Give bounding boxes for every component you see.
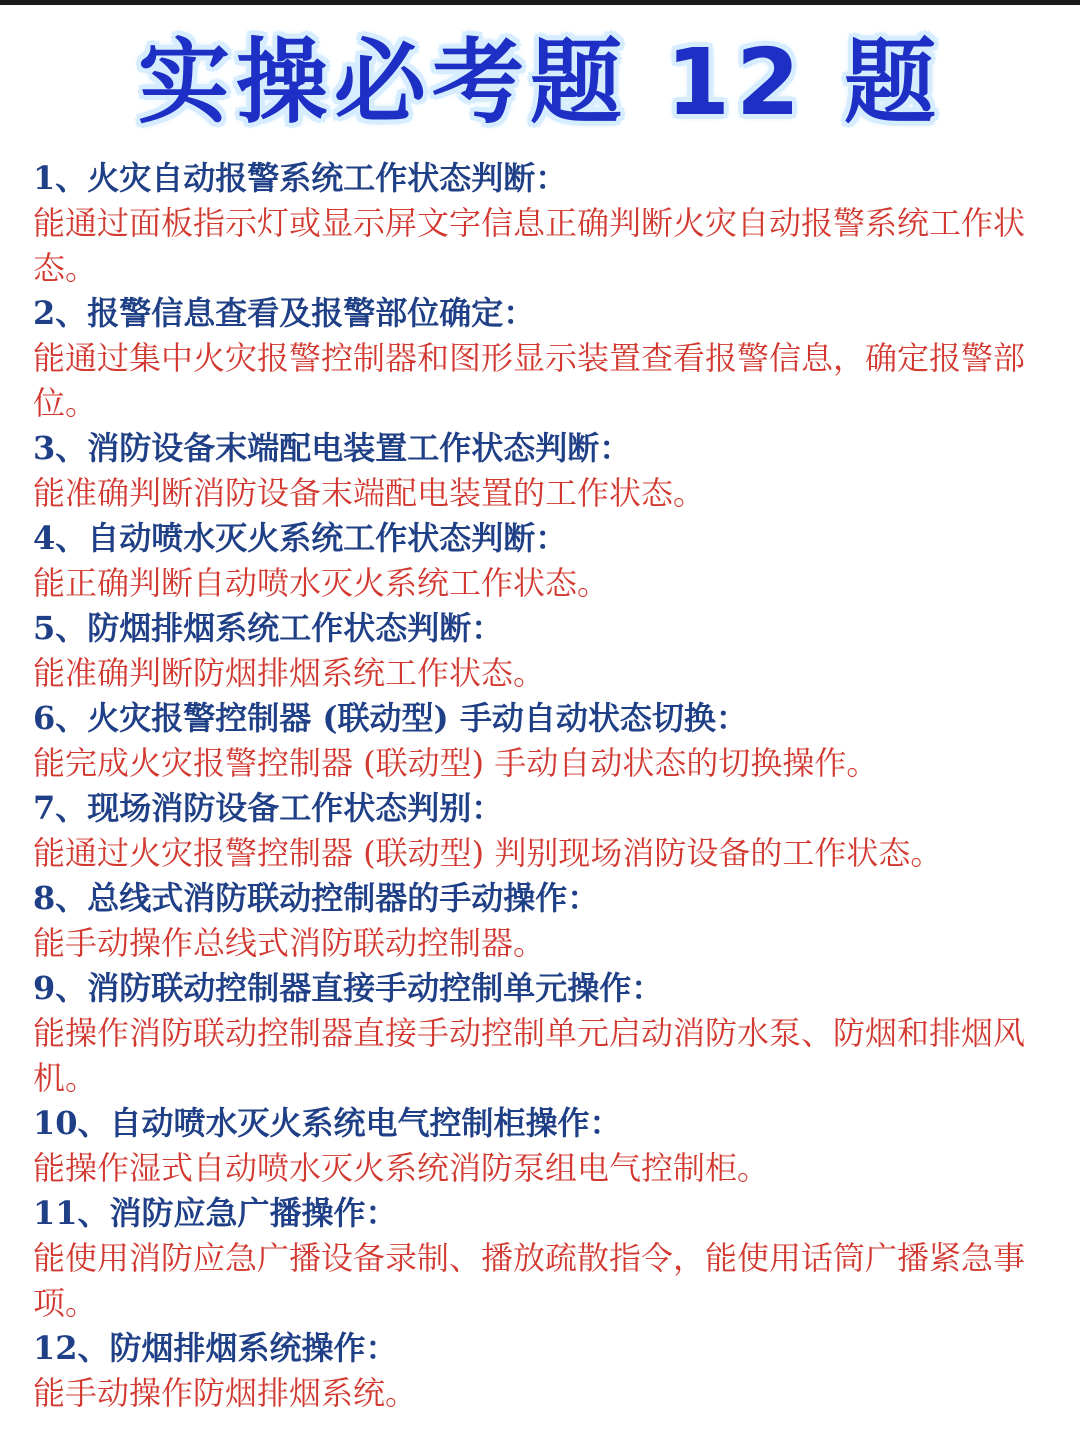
list-item	[33, 516, 1033, 606]
item-description: 能正确判断自动喷水灭火系统工作状态。	[33, 564, 610, 602]
item-description: 能手动操作防烟排烟系统。	[33, 1374, 418, 1412]
page-title: 实操必考题 12 题	[137, 29, 943, 136]
item-description: 能准确判断消防设备末端配电装置的工作状态。	[33, 474, 706, 512]
top-border	[0, 0, 1080, 5]
list-item	[33, 156, 1033, 291]
list-item	[33, 1326, 1033, 1416]
item-description: 能完成火灾报警控制器 (联动型) 手动自动状态的切换操作。	[33, 744, 879, 782]
list-item	[33, 426, 1033, 516]
list-item	[33, 1191, 1033, 1326]
item-title: 11、消防应急广播操作：	[33, 1194, 398, 1232]
item-title: 12、防烟排烟系统操作：	[33, 1329, 398, 1367]
item-title: 5、防烟排烟系统工作状态判断：	[33, 609, 504, 647]
item-description: 能准确判断防烟排烟系统工作状态。	[33, 654, 546, 692]
list-item	[33, 966, 1033, 1101]
item-description: 能手动操作总线式消防联动控制器。	[33, 924, 546, 962]
item-title: 8、总线式消防联动控制器的手动操作：	[33, 879, 600, 917]
item-description: 能使用消防应急广播设备录制、播放疏散指令，能使用话筒广播紧急事项。	[33, 1239, 1026, 1322]
list-item	[33, 876, 1033, 966]
item-description: 能操作湿式自动喷水灭火系统消防泵组电气控制柜。	[33, 1149, 770, 1187]
item-title: 1、火灾自动报警系统工作状态判断：	[33, 159, 568, 197]
item-title: 4、自动喷水灭火系统工作状态判断：	[33, 519, 568, 557]
question-list	[33, 156, 1033, 1416]
item-title: 9、消防联动控制器直接手动控制单元操作：	[33, 969, 664, 1007]
item-description: 能操作消防联动控制器直接手动控制单元启动消防水泵、防烟和排烟风机。	[33, 1014, 1026, 1097]
item-title: 10、自动喷水灭火系统电气控制柜操作：	[33, 1104, 622, 1142]
item-description: 能通过集中火灾报警控制器和图形显示装置查看报警信息，确定报警部位。	[33, 339, 1026, 422]
list-item	[33, 696, 1033, 786]
item-title: 3、消防设备末端配电装置工作状态判断：	[33, 429, 632, 467]
item-description: 能通过火灾报警控制器 (联动型) 判别现场消防设备的工作状态。	[33, 834, 943, 872]
item-title: 6、火灾报警控制器 (联动型) 手动自动状态切换：	[33, 699, 748, 737]
list-item	[33, 606, 1033, 696]
item-title: 2、报警信息查看及报警部位确定：	[33, 294, 536, 332]
list-item	[33, 786, 1033, 876]
item-description: 能通过面板指示灯或显示屏文字信息正确判断火灾自动报警系统工作状态。	[33, 204, 1026, 287]
list-item	[33, 291, 1033, 426]
item-title: 7、现场消防设备工作状态判别：	[33, 789, 504, 827]
list-item	[33, 1101, 1033, 1191]
